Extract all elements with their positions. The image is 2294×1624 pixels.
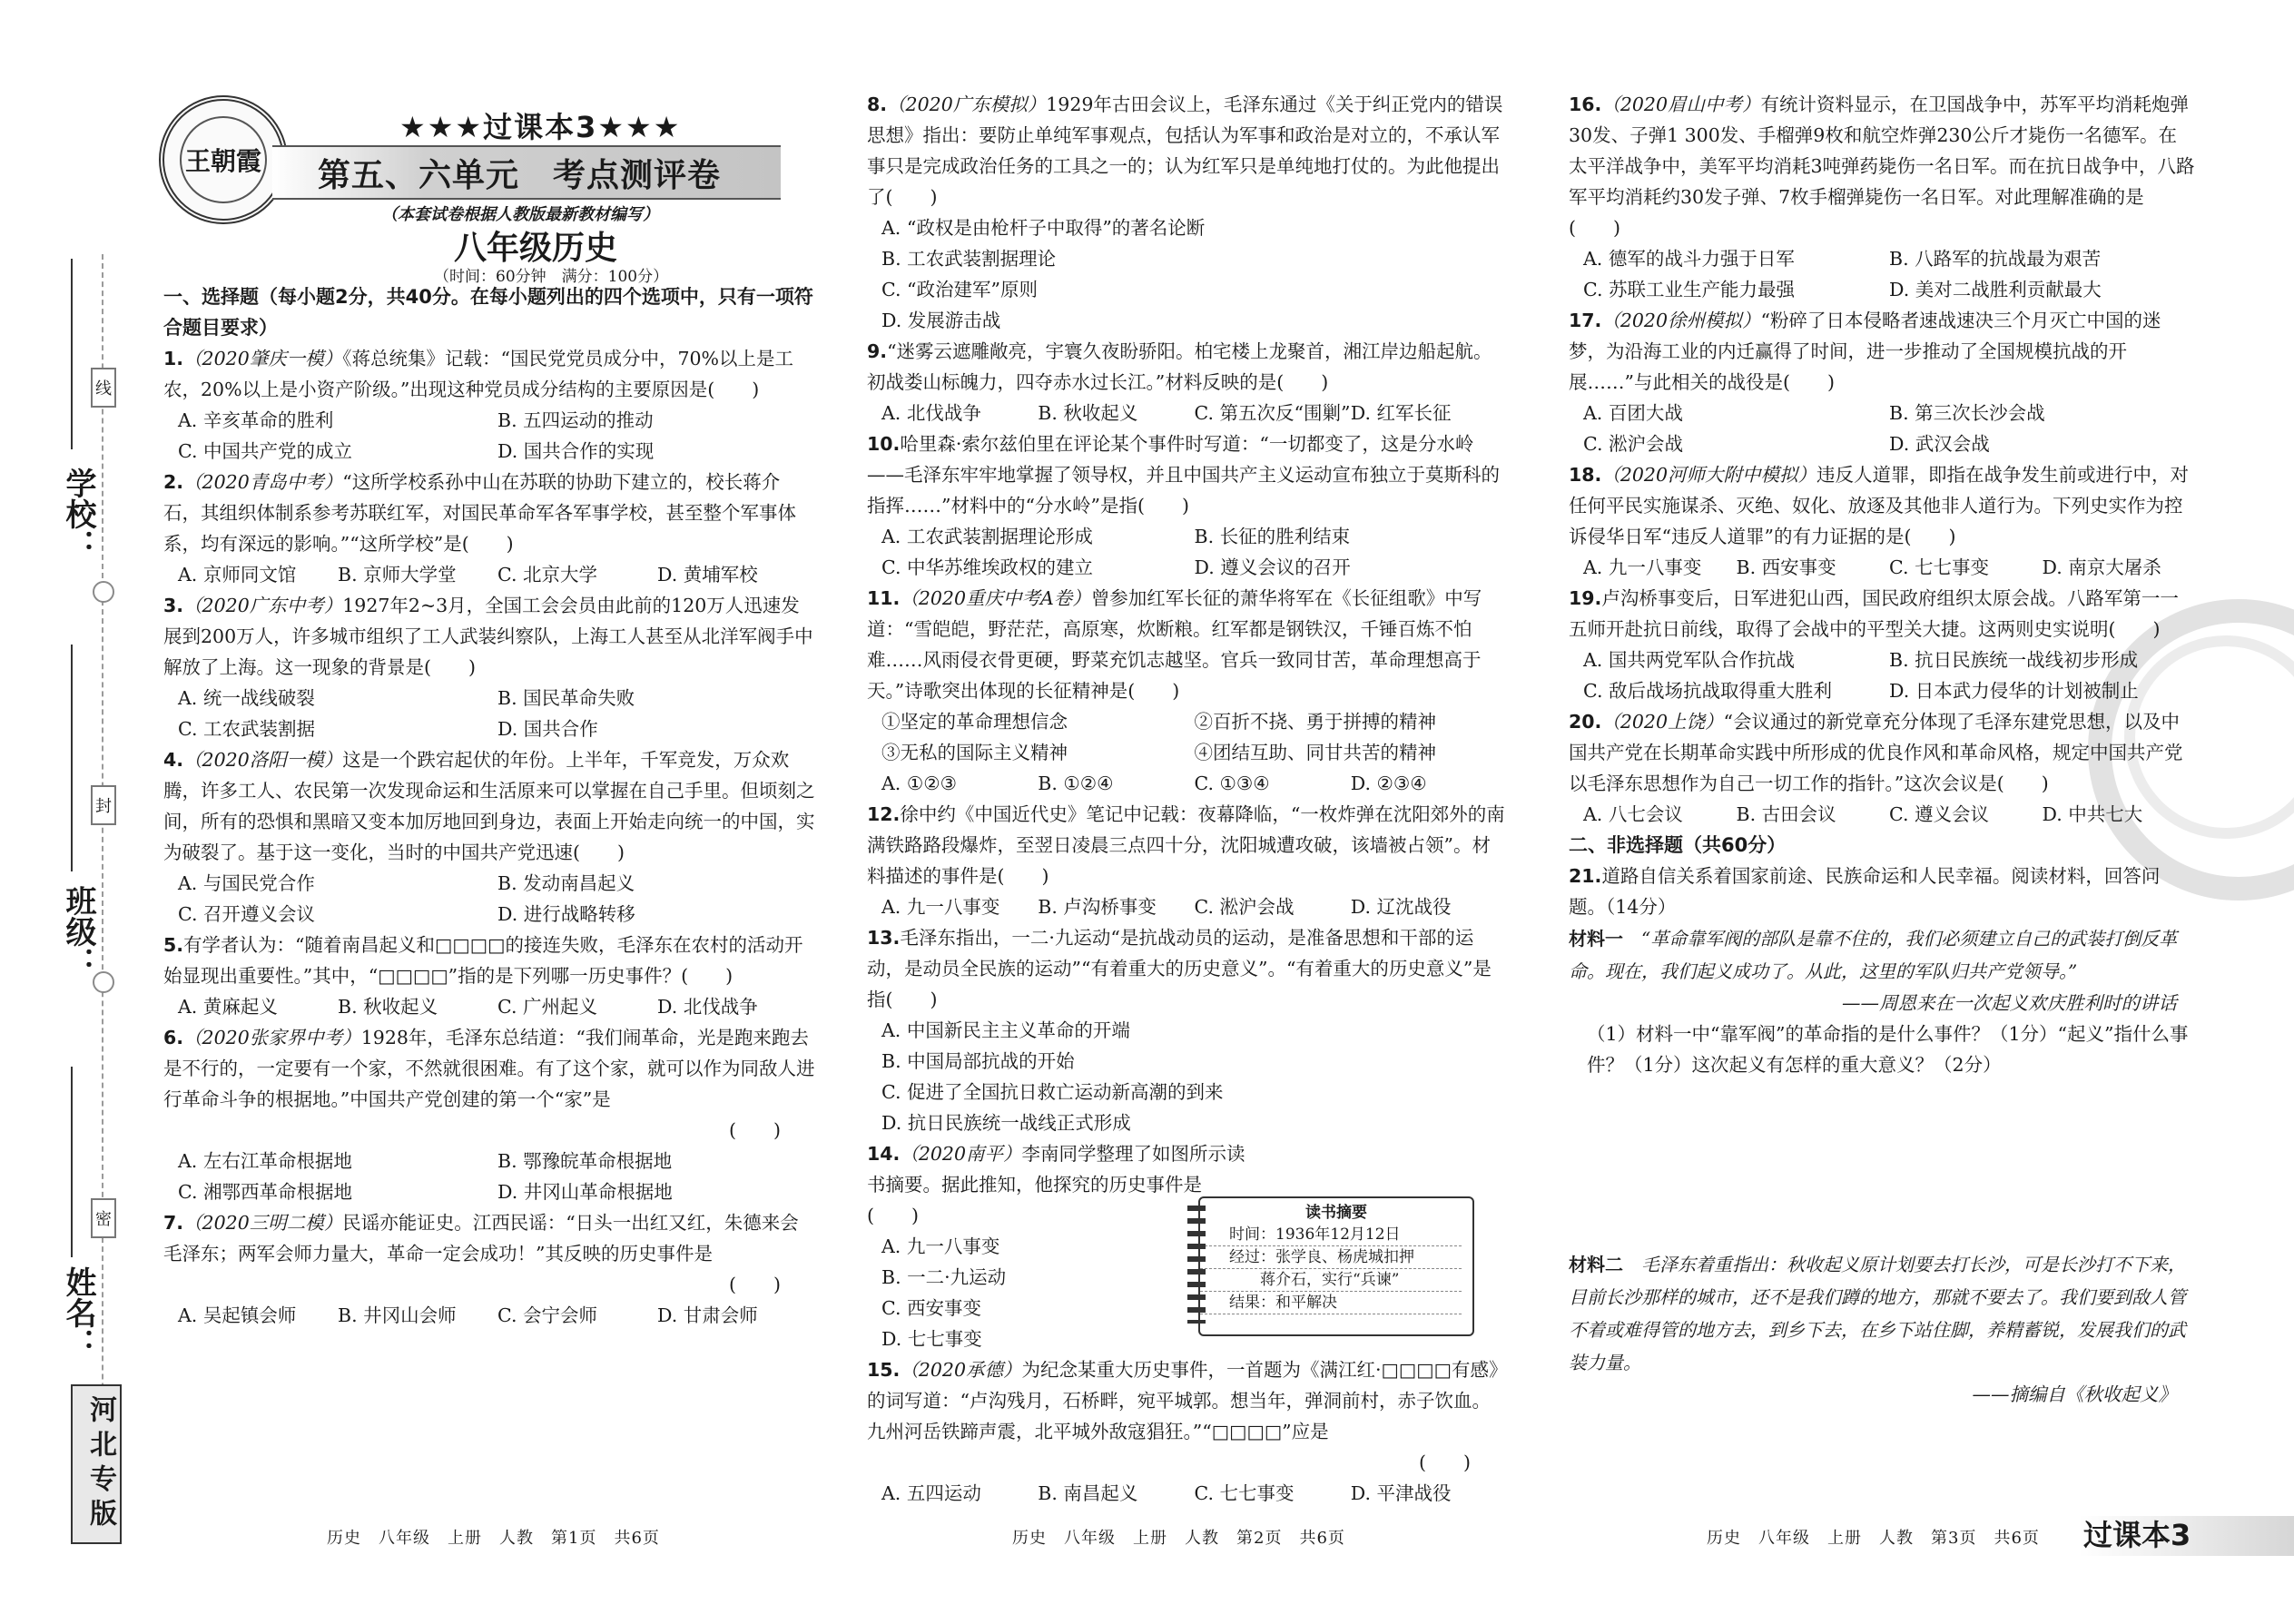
answer-bracket: ( ) xyxy=(729,1274,781,1295)
question-source: （2020肇庆一模） xyxy=(183,348,343,369)
question-item xyxy=(867,1354,1507,1509)
question-item xyxy=(1569,583,2195,706)
subject-title: 八年级历史 xyxy=(454,230,618,267)
option-item: B. ①②④ xyxy=(1038,773,1114,794)
question-number: 5. xyxy=(163,934,184,956)
option-item: B. 五四运动的推动 xyxy=(497,409,654,431)
option-item: D. 井冈山革命根据地 xyxy=(497,1181,673,1203)
option-item: B. 发动南昌起义 xyxy=(497,872,635,894)
question-source: （2020广东模拟） xyxy=(887,94,1047,115)
question-stem: “粉碎了日本侵略者速战速决三个月灭亡中国的迷梦，为沿海工业的内迁赢得了时间，进一步推动了全国规模抗战的开展……”与此相关的战役是( ) xyxy=(1569,310,2161,393)
question-stem-line xyxy=(867,428,1507,521)
option-group xyxy=(163,559,817,590)
option-item: C. 七七事变 xyxy=(1889,556,1989,578)
option-group xyxy=(867,891,1507,922)
option-item: B. 秋收起义 xyxy=(1038,402,1138,424)
option-item: C. 湘鄂西革命根据地 xyxy=(178,1181,352,1203)
option-item: C. 促进了全国抗日救亡运动新高潮的到来 xyxy=(881,1081,1224,1103)
option-item: D. 辽沈战役 xyxy=(1350,896,1452,918)
question-stem-line xyxy=(867,922,1507,1015)
question-list xyxy=(163,343,817,1331)
question-number: 19. xyxy=(1569,587,1602,609)
option-group xyxy=(163,991,817,1022)
option-item: D. 抗日民族统一战线正式形成 xyxy=(881,1112,1131,1134)
option-item: D. 七七事变 xyxy=(881,1328,982,1350)
logo-text: 王朝霞 xyxy=(180,116,267,203)
question-source: （2020河师大附中模拟） xyxy=(1601,464,1816,486)
option-item: C. ①③④ xyxy=(1194,773,1270,794)
option-item: C. 遵义会议 xyxy=(1889,803,1989,825)
answer-space xyxy=(1569,1080,2195,1248)
option-item: D. 平津战役 xyxy=(1350,1482,1452,1504)
edition-note: （本套试卷根据人教版最新教材编写） xyxy=(381,205,659,224)
question-item xyxy=(867,799,1507,922)
option-item: D. 中共七大 xyxy=(2042,803,2143,825)
option-item: C. “政治建军”原则 xyxy=(881,279,1038,300)
option-item: A. 左右江革命根据地 xyxy=(178,1150,352,1172)
question-source: （2020广东中考） xyxy=(183,595,343,616)
option-group xyxy=(163,683,817,744)
option-item: C. 会宁会师 xyxy=(497,1304,597,1326)
option-item: B. 西安事变 xyxy=(1736,556,1836,578)
option-item: D. 国共合作的实现 xyxy=(497,440,655,462)
option-item: B. 古田会议 xyxy=(1736,803,1836,825)
option-item: D. 南京大屠杀 xyxy=(2042,556,2161,578)
question-item xyxy=(1569,305,2195,459)
option-item: B. 京师大学堂 xyxy=(338,564,457,586)
question-item xyxy=(163,1022,817,1207)
question-stem: 为纪念某重大历史事件，一首题为《满江红·□□□□有感》的词写道：“卢沟残月，石桥畔，宛平城郭。想当年，弹洞前村，赤子饮血。九州河岳铁蹄声震，北平城外敌寇猖狂。”“□□□□”应是 xyxy=(867,1359,1499,1442)
card-line: 结果：和平解决 xyxy=(1200,1292,1462,1314)
option-group xyxy=(867,212,1507,336)
question-stem: “这所学校系孙中山在苏联的协助下建立的，校长蒋介石，其组织体制系参考苏联红军，对国民革命军各军事学校，甚至整个军事体系，均有深远的影响。”“这所学校”是( ) xyxy=(163,471,796,555)
question-stem: “迷雾云遮雕敞亮，宇寰久夜盼骄阳。柏宅楼上龙聚首，湘江岸边船起航。初战娄山标魄力，四夺赤水过长江。”材料反映的是( ) xyxy=(867,340,1492,393)
option-item: D. 进行战略转移 xyxy=(497,903,635,925)
section-heading: 二、非选择题（共60分） xyxy=(1569,834,1787,856)
question-stem-line xyxy=(867,1354,1507,1447)
option-item: A. 中国新民主主义革命的开端 xyxy=(881,1019,1130,1041)
option-item: C. 第五次反“围剿” xyxy=(1194,402,1351,424)
question-number: 21. xyxy=(1569,865,1602,887)
question-stem-line xyxy=(1569,583,2195,645)
school-label: 学校： xyxy=(60,468,96,560)
option-item: A. 黄麻起义 xyxy=(178,996,278,1018)
question-item xyxy=(867,336,1507,428)
page-footer: 历史 八年级 上册 人教 第1页 共6页 xyxy=(327,1529,660,1548)
question-item xyxy=(163,343,817,467)
question-stem-line xyxy=(867,583,1507,706)
option-item: A. 德军的战斗力强于日军 xyxy=(1583,248,1795,270)
question-number: 13. xyxy=(867,927,901,949)
option-group xyxy=(163,405,817,467)
question-source: （2020南平） xyxy=(900,1143,1022,1165)
material-label: 材料二 xyxy=(1569,1254,1623,1275)
exam-time-score: （时间：60分钟 满分：100分） xyxy=(434,268,669,286)
option-item: B. 一二·九运动 xyxy=(881,1266,1007,1288)
reading-notes-card xyxy=(1198,1196,1474,1336)
option-item: B. 八路军的抗战最为艰苦 xyxy=(1889,248,2102,270)
question-stem: 1929年古田会议上，毛泽东通过《关于纠正党内的错误思想》指出：要防止单纯军事观点，包括认为军事和政治是对立的，不承认军事只是完成政治任务的工具之一的；认为红军只是单纯地打仗的。为此他提出了( ) xyxy=(867,94,1503,208)
question-number: 8. xyxy=(867,94,888,115)
question-stem-line xyxy=(163,930,817,991)
option-item: D. 国共合作 xyxy=(497,718,598,740)
question-stem-line xyxy=(1569,305,2195,398)
option-group xyxy=(867,398,1507,428)
option-item: ②百折不挠、勇于拼搏的精神 xyxy=(1194,711,1436,733)
question-stem-line xyxy=(163,1207,817,1269)
option-item: A. ①②③ xyxy=(881,773,957,794)
option-group xyxy=(1569,799,2195,830)
option-item: D. 北伐战争 xyxy=(657,996,758,1018)
binding-dashed-line xyxy=(102,254,103,1543)
material-text: 毛泽东着重指出：秋收起义原计划要去打长沙，可是长沙打不下来，目前长沙那样的城市，还不是我们蹲的地方，那就不要去了。我们要到敌人管不着或难得管的地方去，到乡下去，在乡下站住脚，养精蓄锐，发展我们的武装力量。 xyxy=(1569,1254,2186,1373)
option-item: B. 中国局部抗战的开始 xyxy=(881,1050,1075,1072)
binding-mark-seal: 封 xyxy=(91,785,116,825)
option-group xyxy=(1569,243,2195,305)
section-heading: 一、选择题（每小题2分，共40分。在每小题列出的四个选项中，只有一项符合题目要求） xyxy=(163,286,813,339)
question-number: 4. xyxy=(163,749,184,771)
question-source: （2020承德） xyxy=(900,1359,1022,1381)
option-item: D. 黄埔军校 xyxy=(657,564,758,586)
material-text: “革命靠军阀的部队是靠不住的，我们必须建立自己的武装打倒反革命。现在，我们起义成功了。从此，这里的军队归共产党领导。” xyxy=(1569,928,2178,982)
option-item: D. 美对二战胜利贡献最大 xyxy=(1889,279,2102,300)
option-item: A. 九一八事变 xyxy=(881,896,1000,918)
question-stem: 有学者认为：“随着南昌起义和□□□□的接连失败，毛泽东在农村的活动开始显现出重要性。”其中，“□□□□”指的是下列哪一历史事件？( ) xyxy=(163,934,803,987)
material-source: ——摘编自《秋收起义》 xyxy=(1972,1383,2177,1405)
edition-badge: 河北专版 xyxy=(71,1384,122,1544)
option-item: D. 武汉会战 xyxy=(1889,433,1990,455)
question-21 xyxy=(1569,861,2195,922)
binding-strip xyxy=(0,0,136,1624)
school-line xyxy=(71,259,73,449)
option-item: A. 国共两党军队合作抗战 xyxy=(1583,649,1795,671)
column-3 xyxy=(1569,89,2195,1410)
material-1 xyxy=(1569,922,2195,988)
question-source: （2020洛阳一模） xyxy=(183,749,343,771)
question-stem-line xyxy=(163,1022,817,1115)
option-item: A. 吴起镇会师 xyxy=(178,1304,297,1326)
question-number: 16. xyxy=(1569,94,1602,115)
option-group xyxy=(867,1478,1507,1509)
brand-logo xyxy=(159,95,288,224)
question-number: 12. xyxy=(867,803,901,825)
question-stem: 《蒋总统集》记载：“国民党党员成分中，70%以上是工农，20%以上是小资产阶级。”出现这种党员成分结构的主要原因是( ) xyxy=(163,348,794,400)
question-item xyxy=(1569,89,2195,305)
card-title: 读书摘要 xyxy=(1305,1204,1367,1222)
option-item: A. 九一八事变 xyxy=(881,1235,1000,1257)
option-item: B. 秋收起义 xyxy=(338,996,438,1018)
question-list xyxy=(1569,89,2195,830)
question-item xyxy=(1569,706,2195,830)
question-stem: 这是一个跌宕起伏的年份。上半年，千军竞发，万众欢腾，许多工人、农民第一次发现命运和生活原来可以掌握在自己手里。但顷刻之间，所有的恐惧和黑暗又变本加厉地回到身边，表面上开始走向统一的中国，实为破裂了。基于这一变化，当时的中国共产党迅速( ) xyxy=(163,749,815,863)
question-number: 7. xyxy=(163,1212,184,1234)
answer-bracket: ( ) xyxy=(1419,1452,1471,1473)
question-stem: 道路自信关系着国家前途、民族命运和人民幸福。阅读材料，回答问题。（14分） xyxy=(1569,865,2161,918)
question-item xyxy=(867,89,1507,336)
question-stem-line xyxy=(163,744,817,868)
option-item: C. 苏联工业生产能力最强 xyxy=(1583,279,1795,300)
question-number: 11. xyxy=(867,587,901,609)
question-stem: 1928年，毛泽东总结道：“我们闹革命，光是跑来跑去是不行的，一定要有一个家，不然就很困难。有了这个家，就可以作为同敌人进行革命斗争的根据地。”中国共产党创建的第一个“家”是 xyxy=(163,1027,815,1110)
question-stem: 1927年2~3月，全国工会会员由此前的120万人迅速发展到200万人，许多城市组织了工人武装纠察队，上海工人甚至从北洋军阀手中解放了上海。这一现象的背景是( ) xyxy=(163,595,813,678)
question-source: （2020青岛中考） xyxy=(183,471,343,493)
option-item: D. ②③④ xyxy=(1350,773,1427,794)
option-item: C. 召开遵义会议 xyxy=(178,903,315,925)
card-line: 经过：张学良、杨虎城扣押 xyxy=(1200,1246,1462,1269)
question-item xyxy=(163,744,817,930)
question-stem-line xyxy=(163,343,817,405)
sub-question: （1）材料一中“靠军阀”的革命指的是什么事件？（1分）“起义”指什么事件？（1分）这次起义有怎样的重大意义？（2分） xyxy=(1587,1023,2189,1076)
question-stem: 徐中约《中国近代史》笔记中记载：夜幕降临，“一枚炸弹在沈阳郊外的南满铁路路段爆炸，至翌日凌晨三点四十分，沈阳城遭攻破，该墙被占领”。材料描述的事件是( ) xyxy=(867,803,1505,887)
question-item xyxy=(163,1207,817,1331)
card-line: 蒋介石，实行“兵谏” xyxy=(1200,1269,1462,1292)
question-source: （2020重庆中考A卷） xyxy=(900,587,1091,609)
option-item: A. 统一战线破裂 xyxy=(178,687,315,709)
question-stem-line xyxy=(867,89,1507,212)
material-label: 材料一 xyxy=(1569,928,1623,950)
option-group xyxy=(163,1300,817,1331)
question-number: 6. xyxy=(163,1027,184,1048)
question-number: 3. xyxy=(163,595,184,616)
name-line xyxy=(71,1067,73,1257)
question-number: 18. xyxy=(1569,464,1602,486)
question-item xyxy=(867,428,1507,583)
option-item: D. 发展游击战 xyxy=(881,310,1001,331)
question-stem-line xyxy=(163,590,817,683)
option-item: C. 工农武装割据 xyxy=(178,718,315,740)
option-item: C. 敌后战场抗战取得重大胜利 xyxy=(1583,680,1832,702)
question-stem-line xyxy=(1569,89,2195,243)
option-item: A. 百团大战 xyxy=(1583,402,1683,424)
option-item: B. 南昌起义 xyxy=(1038,1482,1138,1504)
option-item: A. 八七会议 xyxy=(1583,803,1683,825)
option-item: D. 遵义会议的召开 xyxy=(1194,556,1351,578)
option-item: ④团结互助、同甘共苦的精神 xyxy=(1194,742,1436,763)
question-number: 2. xyxy=(163,471,184,493)
option-item: A. 京师同文馆 xyxy=(178,564,297,586)
option-group xyxy=(867,521,1507,583)
material-source: ——周恩来在一次起义欢庆胜利时的讲话 xyxy=(1842,992,2177,1014)
option-item: B. 抗日民族统一战线初步形成 xyxy=(1889,649,2139,671)
exam-title: 第五、六单元 考点测评卷 xyxy=(318,157,722,194)
option-item: C. 广州起义 xyxy=(497,996,597,1018)
option-item: B. 长征的胜利结束 xyxy=(1194,526,1351,547)
question-item xyxy=(867,922,1507,1138)
question-item xyxy=(163,590,817,744)
question-stem: 有统计资料显示，在卫国战争中，苏军平均消耗炮弹30发、子弹1 300发、手榴弹9枚和航空炸弹230公斤才毙伤一名德军。在太平洋战争中，美军平均消耗3吨弹药毙伤一名日军。而在抗日战争中，八路军平均消耗约30发子弹、7枚手榴弹毙伤一名日军。对此理解准确的是( ) xyxy=(1569,94,2195,239)
question-number: 17. xyxy=(1569,310,1602,331)
option-item: C. 西安事变 xyxy=(881,1297,981,1319)
option-item: A. 北伐战争 xyxy=(881,402,981,424)
material-2 xyxy=(1569,1248,2195,1379)
option-group xyxy=(1569,398,2195,459)
option-item: ③无私的国际主义精神 xyxy=(881,742,1068,763)
question-stem-line xyxy=(1569,459,2195,552)
series-name: ★★★过课本3★★★ xyxy=(399,110,682,144)
question-number: 20. xyxy=(1569,711,1602,733)
question-number: 14. xyxy=(867,1143,901,1165)
question-stem: 李南同学整理了如图所示读书摘要。据此推知，他探究的历史事件是( ) xyxy=(867,1143,1245,1226)
question-source: （2020眉山中考） xyxy=(1601,94,1761,115)
question-stem: 毛泽东指出，一二·九运动“是抗战动员的运动，是准备思想和干部的运动，是动员全民族的运动”“有着重大的历史意义”。“有着重大的历史意义”是指( ) xyxy=(867,927,1492,1010)
binding-hole-icon xyxy=(93,581,114,603)
class-line xyxy=(71,645,73,871)
question-stem: “会议通过的新党章充分体现了毛泽东建党思想，以及中国共产党在长期革命实践中所形成的优良作风和革命风格，规定中国共产党以毛泽东思想作为自己一切工作的指针。”这次会议是( ) xyxy=(1569,711,2183,794)
option-item: B. 鄂豫皖革命根据地 xyxy=(497,1150,673,1172)
question-stem-line xyxy=(1569,706,2195,799)
option-item: C. 淞沪会战 xyxy=(1194,896,1295,918)
option-group xyxy=(1569,552,2195,583)
option-item: ①坚定的革命理想信念 xyxy=(881,711,1068,733)
binding-mark-line: 线 xyxy=(91,368,116,408)
option-item: C. 北京大学 xyxy=(497,564,597,586)
option-item: B. 卢沟桥事变 xyxy=(1038,896,1157,918)
option-group xyxy=(1569,645,2195,706)
question-number: 9. xyxy=(867,340,888,362)
option-item: A. 与国民党合作 xyxy=(178,872,315,894)
question-stem: 违反人道罪，即指在战争发生前或进行中，对任何平民实施谋杀、灭绝、奴化、放逐及其他非人道行为。下列史实作为控诉侵华日军“违反人道罪”的有力证据的是( ) xyxy=(1569,464,2189,547)
option-item: B. 第三次长沙会战 xyxy=(1889,402,2045,424)
question-source: （2020上饶） xyxy=(1601,711,1724,733)
option-item: A. 五四运动 xyxy=(881,1482,981,1504)
class-label: 班级： xyxy=(60,885,96,978)
answer-bracket: ( ) xyxy=(729,1119,781,1141)
question-number: 1. xyxy=(163,348,184,369)
binding-mark-fold: 密 xyxy=(91,1198,116,1238)
question-stem-line xyxy=(867,336,1507,398)
question-stem: 曾参加红军长征的萧华将军在《长征组歌》中写道：“雪皑皑，野茫茫，高原寒，炊断粮。红军都是钢铁汉，千锤百炼不怕难……风雨侵衣骨更硬，野菜充饥志越坚。官兵一致同甘苦，革命理想高于天。”诗歌突出体现的长征精神是( ) xyxy=(867,587,1482,702)
question-item xyxy=(163,930,817,1022)
question-number: 10. xyxy=(867,433,901,455)
question-source: （2020张家界中考） xyxy=(183,1027,361,1048)
option-group xyxy=(163,868,817,930)
option-item: C. 淞沪会战 xyxy=(1583,433,1683,455)
option-item: C. 中华苏维埃政权的建立 xyxy=(881,556,1093,578)
option-item: D. 甘肃会师 xyxy=(657,1304,758,1326)
option-group xyxy=(867,706,1507,768)
option-item: B. 井冈山会师 xyxy=(338,1304,457,1326)
question-source: （2020三明二模） xyxy=(183,1212,343,1234)
page-footer: 历史 八年级 上册 人教 第2页 共6页 xyxy=(1012,1529,1345,1548)
column-1 xyxy=(163,281,817,1331)
question-stem-line xyxy=(163,467,817,559)
option-item: D. 日本武力侵华的计划被制止 xyxy=(1889,680,2139,702)
option-group xyxy=(163,1146,817,1207)
card-line: 时间：1936年12月12日 xyxy=(1200,1224,1462,1246)
name-label: 姓名： xyxy=(60,1266,96,1359)
option-item: C. 中国共产党的成立 xyxy=(178,440,352,462)
spiral-binding-icon xyxy=(1187,1206,1206,1324)
option-item: A. “政权是由枪杆子中取得”的著名论断 xyxy=(881,217,1206,239)
question-source: （2020徐州模拟） xyxy=(1601,310,1761,331)
option-group xyxy=(867,768,1507,799)
question-number: 15. xyxy=(867,1359,901,1381)
question-stem: 卢沟桥事变后，日军进犯山西，国民政府组织太原会战。八路军第一一五师开赴抗日前线，取得了会战中的平型关大捷。这两则史实说明( ) xyxy=(1569,587,2179,640)
question-stem: 民谣亦能证史。江西民谣：“日头一出红又红，朱德来会毛泽东；两军会师力量大，革命一定会成功！”其反映的历史事件是 xyxy=(163,1212,799,1265)
option-group xyxy=(867,1015,1507,1138)
option-item: A. 工农武装割据理论形成 xyxy=(881,526,1093,547)
question-item xyxy=(867,583,1507,799)
option-item: A. 九一八事变 xyxy=(1583,556,1702,578)
question-stem: 哈里森·索尔兹伯里在评论某个事件时写道：“一切都变了，这是分水岭——毛泽东牢牢地掌握了领导权，并且中国共产主义运动宣布独立于莫斯科的指挥……”材料中的“分水岭”是指( ) xyxy=(867,433,1500,517)
option-item: B. 工农武装割据理论 xyxy=(881,248,1057,270)
option-item: D. 红军长征 xyxy=(1350,402,1452,424)
question-stem-line xyxy=(867,799,1507,891)
option-item: A. 辛亥革命的胜利 xyxy=(178,409,334,431)
question-item xyxy=(1569,459,2195,583)
question-item xyxy=(163,467,817,590)
option-item: B. 国民革命失败 xyxy=(497,687,635,709)
option-item: C. 七七事变 xyxy=(1194,1482,1295,1504)
page-footer: 历史 八年级 上册 人教 第3页 共6页 xyxy=(1707,1529,2040,1548)
footer-brand: 过课本3 xyxy=(2083,1518,2191,1552)
